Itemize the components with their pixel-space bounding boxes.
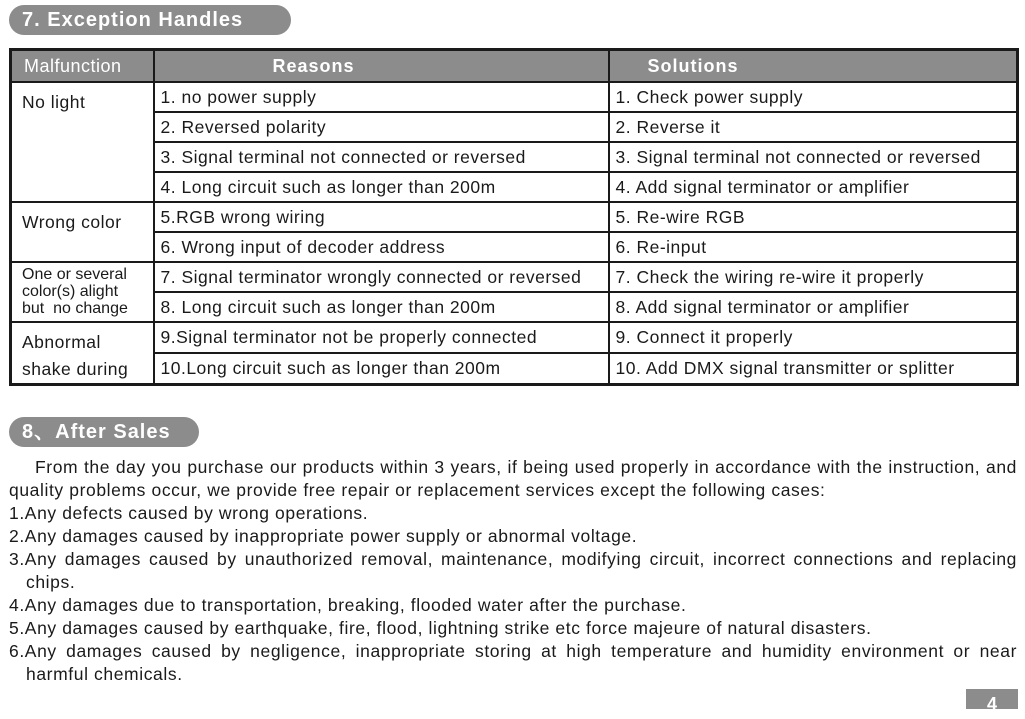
solution-cell: 10. Add DMX signal transmitter or splitter (609, 353, 1018, 385)
malfunction-cell: Wrong color (11, 202, 154, 262)
solution-cell: 9. Connect it properly (609, 322, 1018, 353)
table-row (11, 353, 1018, 385)
reason-cell: 5.RGB wrong wiring (154, 202, 609, 232)
reason-cell: 4. Long circuit such as longer than 200m (154, 172, 609, 202)
solution-cell: 6. Re-input (609, 232, 1018, 262)
solution-cell: 8. Add signal terminator or amplifier (609, 292, 1018, 322)
table-row (11, 292, 1018, 322)
list-item: 4.Any damages due to transportation, breaking, flooded water after the purchase. (9, 595, 687, 615)
exception-table (9, 48, 1019, 386)
header-solutions: Solutions (609, 50, 1018, 83)
reason-cell: 1. no power supply (154, 82, 609, 112)
malfunction-line: shake during (22, 359, 129, 379)
page-number: 4 (966, 689, 1018, 709)
malfunction-cell (11, 322, 154, 385)
table-row (11, 112, 1018, 142)
malfunction-line: Abnormal (22, 332, 101, 352)
reason-cell: 2. Reversed polarity (154, 112, 609, 142)
list-item: 5.Any damages caused by earthquake, fire, flood, lightning strike etc force majeure of natural disasters. (9, 618, 872, 638)
section-7-heading: 7. Exception Handles (9, 5, 291, 35)
solution-cell: 4. Add signal terminator or amplifier (609, 172, 1018, 202)
reason-cell: 10.Long circuit such as longer than 200m (154, 353, 609, 385)
header-malfunction: Malfunction (11, 50, 154, 83)
after-sales-body (9, 456, 1017, 686)
list-item: 2.Any damages caused by inappropriate power supply or abnormal voltage. (9, 526, 638, 546)
header-reasons: Reasons (154, 50, 609, 83)
malfunction-line: One or several (22, 266, 127, 283)
table-header-row (11, 50, 1018, 83)
table-row (11, 172, 1018, 202)
malfunction-cell (11, 262, 154, 322)
reason-cell: 3. Signal terminal not connected or reversed (154, 142, 609, 172)
list-item: 6.Any damages caused by negligence, inappropriate storing at high temperature and humidity environment or near harmful chemicals. (9, 641, 1017, 684)
after-sales-intro: From the day you purchase our products within 3 years, if being used properly in accordance with the instruction, and quality problems occur, we provide free repair or replacement services except the following cases: (9, 457, 1017, 500)
section-8-heading: 8、After Sales (9, 417, 199, 447)
reason-cell: 8. Long circuit such as longer than 200m (154, 292, 609, 322)
malfunction-cell: No light (11, 82, 154, 202)
solution-cell: 1. Check power supply (609, 82, 1018, 112)
solution-cell: 3. Signal terminal not connected or reversed (609, 142, 1018, 172)
reason-cell: 7. Signal terminator wrongly connected or reversed (154, 262, 609, 292)
table-row (11, 322, 1018, 353)
solution-cell: 2. Reverse it (609, 112, 1018, 142)
exception-list (9, 502, 1017, 686)
list-item: 1.Any defects caused by wrong operations. (9, 503, 369, 523)
reason-cell: 9.Signal terminator not be properly connected (154, 322, 609, 353)
table-row (11, 232, 1018, 262)
reason-cell: 6. Wrong input of decoder address (154, 232, 609, 262)
table-row (11, 142, 1018, 172)
table-row (11, 202, 1018, 232)
table-row (11, 262, 1018, 292)
solution-cell: 7. Check the wiring re-wire it properly (609, 262, 1018, 292)
malfunction-line: but no change (22, 300, 128, 317)
malfunction-line: color(s) alight (22, 283, 119, 300)
list-item: 3.Any damages caused by unauthorized removal, maintenance, modifying circuit, incorrect connections and replacing chips. (9, 549, 1017, 592)
table-row (11, 82, 1018, 112)
solution-cell: 5. Re-wire RGB (609, 202, 1018, 232)
